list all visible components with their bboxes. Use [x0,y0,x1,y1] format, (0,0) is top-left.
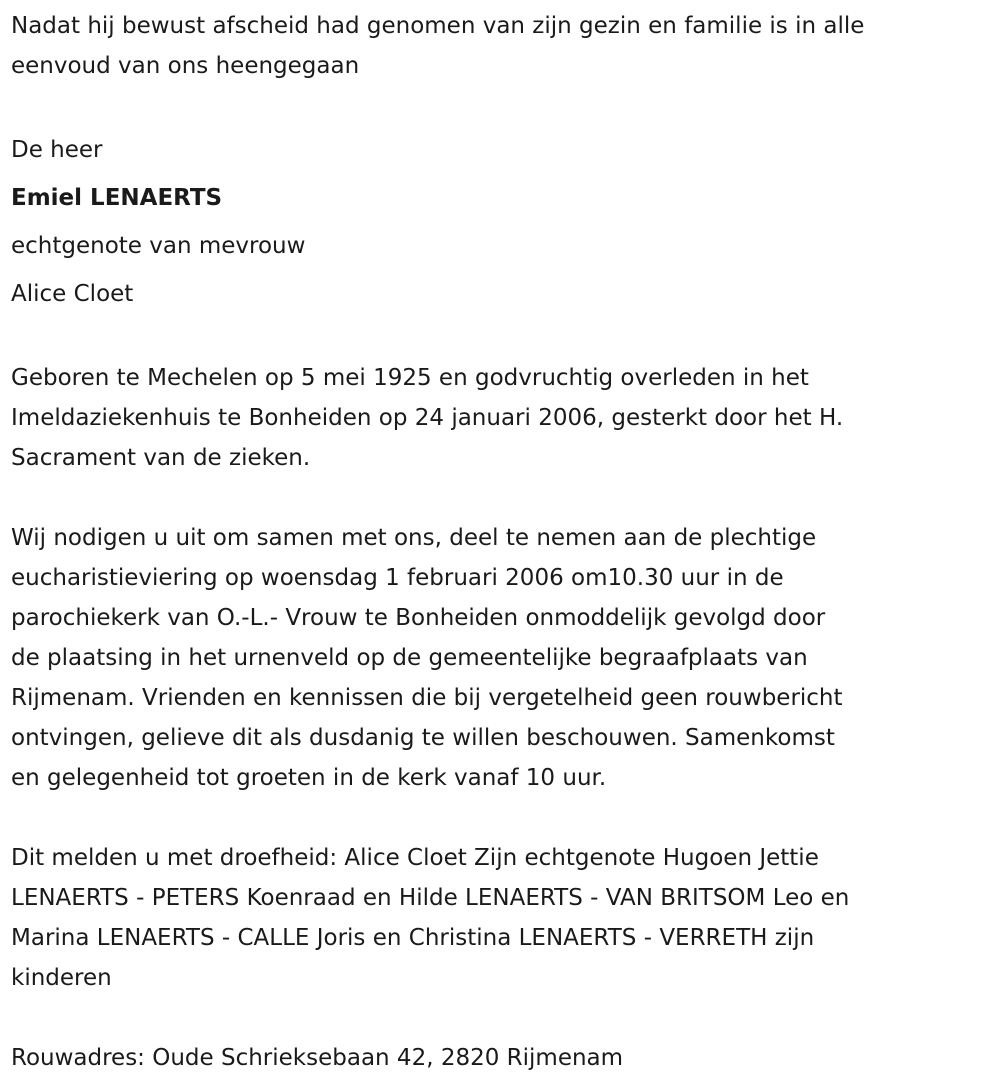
salutation: De heer [11,137,103,163]
birth-death-line-1: Geboren te Mechelen op 5 mei 1925 en godvruchtig overleden in het [11,365,809,391]
funeral-line-1: Wij nodigen u uit om samen met ons, deel te nemen aan de plechtige [11,525,817,551]
spacer [11,318,996,358]
birth-death-line-2: Imeldaziekenhuis te Bonheiden op 24 januari 2006, gesterkt door het H. [11,405,844,431]
intro-line-1: Nadat hij bewust afscheid had genomen van zijn gezin en familie is in alle [11,13,865,39]
funeral-line-6: ontvingen, gelieve dit als dusdanig te willen beschouwen. Samenkomst [11,725,835,751]
funeral-line-4: de plaatsing in het urnenveld op de gemeentelijke begraafplaats van [11,645,808,671]
family-line-2: LENAERTS - PETERS Koenraad en Hilde LENAERTS - VAN BRITSOM Leo en [11,885,850,911]
intro-line-2: eenvoud van ons heengegaan [11,53,360,79]
funeral-line-2: eucharistieviering op woensdag 1 februari 2006 om10.30 uur in de [11,565,784,591]
obituary-notice [11,6,996,1078]
deceased-name: Emiel LENAERTS [11,185,223,211]
spacer [11,998,996,1038]
birth-death-line-3: Sacrament van de zieken. [11,445,311,471]
spacer [11,478,996,518]
spacer [11,86,996,126]
funeral-line-7: en gelegenheid tot groeten in de kerk vanaf 10 uur. [11,765,607,791]
funeral-line-5: Rijmenam. Vrienden en kennissen die bij vergetelheid geen rouwbericht [11,685,843,711]
family-line-1: Dit melden u met droefheid: Alice Cloet Zijn echtgenote Hugoen Jettie [11,845,819,871]
spouse-label: echtgenote van mevrouw [11,233,306,259]
spouse-name: Alice Cloet [11,281,134,307]
funeral-line-3: parochiekerk van O.-L.- Vrouw te Bonheiden onmoddelijk gevolgd door [11,605,826,631]
spacer [11,798,996,838]
mourning-address: Rouwadres: Oude Schrieksebaan 42, 2820 Rijmenam [11,1045,624,1071]
family-line-4: kinderen [11,965,112,991]
family-line-3: Marina LENAERTS - CALLE Joris en Christina LENAERTS - VERRETH zijn [11,925,815,951]
